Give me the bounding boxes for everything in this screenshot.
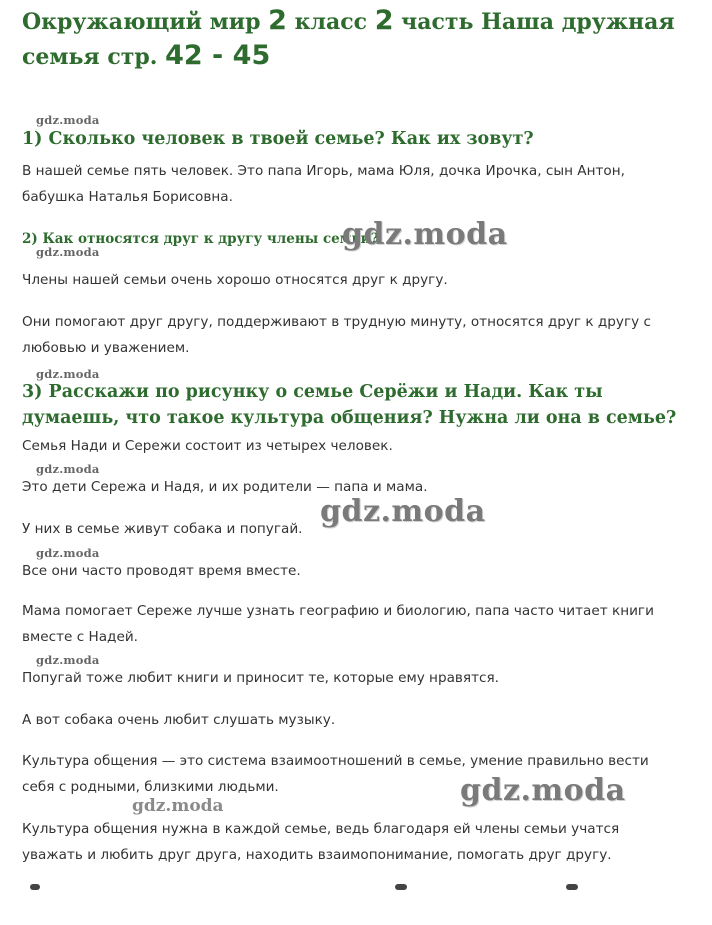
cut-off-text-fragment	[566, 884, 578, 890]
watermark-large: gdz.moda	[342, 217, 508, 252]
watermark-small: gdz.moda	[36, 113, 100, 127]
watermark-small: gdz.moda	[36, 546, 100, 560]
cut-off-text-fragment	[30, 884, 40, 890]
question-3-heading: 3) Расскажи по рисунку о семье Серёжи и Нади. Как ты думаешь, что такое культура общения? Нужна ли она в семье?	[22, 382, 677, 428]
question-3-paragraph: Все они часто проводят время вместе.	[22, 563, 301, 579]
watermark-large: gdz.moda	[320, 494, 486, 529]
question-3-paragraph: Культура общения — это система взаимоотношений в семье, умение правильно вести себя с родными, близкими людьми.	[22, 753, 649, 795]
part-number: 2	[374, 5, 394, 36]
question-3-paragraph: Культура общения нужна в каждой семье, ведь благодаря ей члены семьи учатся уважать и любить друг друга, находить взаимопонимание, помогать друг другу.	[22, 821, 620, 863]
question-2-answer: Они помогают друг другу, поддерживают в трудную минуту, относятся друг к другу с любовью и уважением.	[22, 314, 651, 356]
watermark-large: gdz.moda	[460, 773, 626, 808]
question-3-paragraph: Семья Нади и Сережи состоит из четырех человек.	[22, 438, 393, 454]
question-3-paragraph: Мама помогает Сереже лучше узнать географию и биологию, папа часто читает книги вместе с Надей.	[22, 603, 654, 645]
title-text: часть Наша дружная семья стр.	[22, 9, 675, 70]
page-title	[22, 4, 702, 74]
watermark-small: gdz.moda	[36, 462, 100, 476]
grade-number: 2	[268, 5, 287, 36]
question-3-paragraph: А вот собака очень любит слушать музыку.	[22, 712, 336, 728]
title-text: класс	[286, 9, 375, 35]
question-3-paragraph: Попугай тоже любит книги и приносит те, которые ему нравятся.	[22, 670, 499, 686]
cut-off-text-fragment	[395, 884, 407, 890]
watermark-small: gdz.moda	[36, 367, 100, 381]
question-2-heading: 2) Как относятся друг к другу члены семьи?	[22, 231, 379, 247]
question-1-heading: 1) Сколько человек в твоей семье? Как их зовут?	[22, 129, 534, 149]
watermark-small: gdz.moda	[36, 245, 100, 259]
question-2-answer: Члены нашей семьи очень хорошо относятся друг к другу.	[22, 272, 448, 288]
page-range: 42 - 45	[165, 40, 271, 71]
question-1-answer: В нашей семье пять человек. Это папа Игорь, мама Юля, дочка Ирочка, сын Антон, бабушка Наталья Борисовна.	[22, 163, 625, 205]
title-text: Окружающий мир	[22, 9, 269, 35]
question-3-paragraph: Это дети Сережа и Надя, и их родители — папа и мама.	[22, 479, 428, 495]
question-3-paragraph: У них в семье живут собака и попугай.	[22, 521, 303, 537]
watermark-small: gdz.moda	[36, 653, 100, 667]
watermark-medium: gdz.moda	[132, 796, 224, 816]
